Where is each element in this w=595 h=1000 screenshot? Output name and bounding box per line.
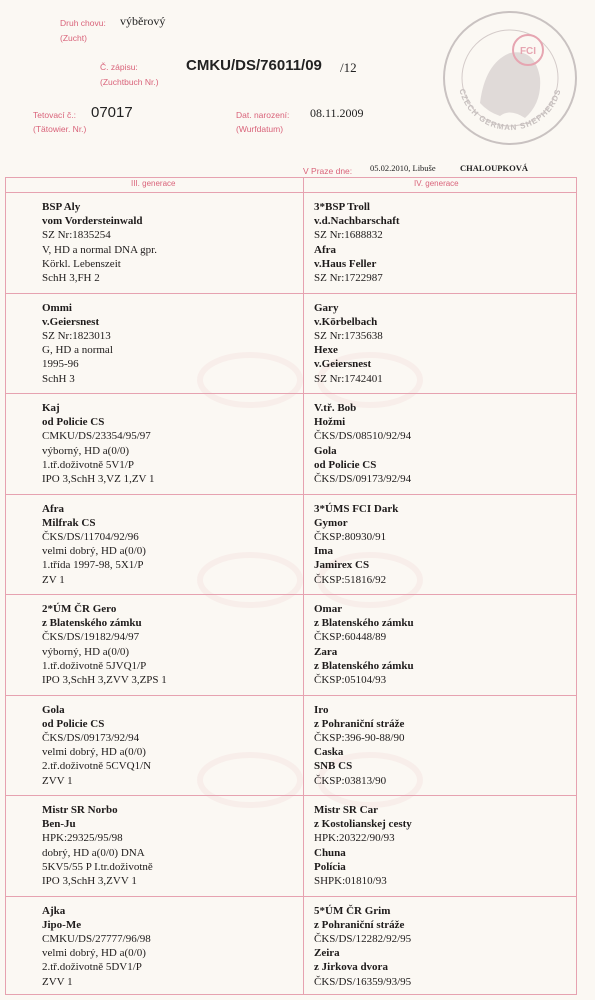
ancestor-line: z Kostolianskej cesty	[314, 818, 412, 831]
ancestor-line: SHPK:01810/93	[314, 875, 387, 888]
ancestor-line: Iro	[314, 703, 329, 716]
left-ancestor-cell	[42, 602, 167, 687]
ancestor-line: Chuna	[314, 846, 346, 859]
ancestor-line: SZ Nr:1742401	[314, 372, 383, 385]
birth-date-label-de: (Wurfdatum)	[236, 124, 284, 134]
ancestor-line: z Pohraniční stráže	[314, 918, 405, 931]
tattoo-label-de: (Tätowier. Nr.)	[33, 124, 87, 134]
ancestor-line: 2*ÚM ČR Gero	[42, 603, 117, 615]
left-ancestor-cell	[42, 200, 157, 285]
ancestor-line: z Jirkova dvora	[314, 961, 388, 974]
fci-stamp	[440, 8, 580, 148]
ancestor-line: HPK:29325/95/98	[42, 832, 123, 845]
ancestor-line: ČKSP:03813/90	[314, 774, 387, 787]
left-ancestor-cell	[42, 301, 113, 386]
ancestor-line: Jamirex CS	[314, 559, 370, 572]
ancestor-line: ČKSP:80930/91	[314, 530, 387, 543]
ancestor-line: Afra	[314, 243, 336, 256]
registration-label: Č. zápisu:	[100, 62, 138, 72]
ancestor-line: SZ Nr:1722987	[314, 272, 383, 285]
ancestor-line: HPK:20322/90/93	[314, 832, 395, 845]
right-ancestor-cell	[314, 803, 412, 888]
ancestor-line: velmi dobrý, HD a(0/0)	[42, 545, 146, 558]
right-ancestor-cell	[314, 502, 398, 587]
ancestor-line: 2.tř.doživotně 5CVQ1/N	[42, 760, 152, 773]
ancestor-line: CMKU/DS/27777/96/98	[42, 932, 151, 945]
ancestor-line: od Policie CS	[314, 458, 377, 471]
ancestor-line: ČKSP:60448/89	[314, 631, 387, 644]
left-ancestor-cell	[42, 703, 151, 788]
left-ancestor-cell	[42, 401, 155, 486]
ancestor-line: Milfrak CS	[42, 516, 96, 529]
ancestor-line: Gymor	[314, 516, 348, 529]
ancestor-line: 1.tř.doživotně 5JVQ1/P	[42, 659, 147, 672]
ancestor-line: 5*ÚM ČR Grim	[314, 904, 391, 917]
registration-value: CMKU/DS/76011/09	[186, 57, 322, 74]
ancestor-line: Mistr SR Norbo	[42, 804, 118, 816]
place-value: 05.02.2010, Libuše	[370, 163, 436, 173]
ancestor-line: 3*ÚMS FCI Dark	[314, 502, 399, 515]
ancestor-line: ZVV 1	[42, 975, 73, 988]
registration-suffix: /12	[340, 60, 357, 75]
ancestor-line: dobrý, HD a(0/0) DNA	[42, 846, 145, 859]
ancestor-line: ČKS/DS/19182/94/97	[42, 631, 140, 644]
right-ancestor-cell	[314, 904, 411, 989]
breed-label-de: (Zucht)	[60, 33, 87, 43]
ancestor-line: SZ Nr:1688832	[314, 229, 383, 242]
ancestor-line: V.tř. Bob	[314, 402, 357, 414]
ancestor-line: ČKS/DS/09173/92/94	[314, 473, 412, 486]
ancestor-line: ČKSP:51816/92	[314, 573, 387, 586]
ancestor-line: Mistr SR Car	[314, 804, 378, 816]
ancestor-line: V, HD a normal DNA gpr.	[42, 243, 157, 256]
ancestor-line: CMKU/DS/23354/95/97	[42, 430, 151, 443]
ancestor-line: Ajka	[42, 904, 66, 917]
row-divider	[6, 896, 576, 897]
ancestor-line: z Pohraniční stráže	[314, 717, 405, 730]
right-ancestor-cell	[314, 703, 404, 788]
ancestor-line: IPO 3,SchH 3,VZ 1,ZV 1	[42, 473, 155, 486]
ancestor-line: 3*BSP Troll	[314, 201, 370, 213]
ancestor-line: SZ Nr:1835254	[42, 229, 111, 242]
ancestor-line: v.Haus Feller	[314, 257, 377, 270]
ancestor-line: Kaj	[42, 402, 60, 414]
row-divider	[6, 695, 576, 696]
right-ancestor-cell	[314, 301, 383, 386]
ancestor-line: BSP Aly	[42, 201, 81, 213]
ancestor-line: v.Geiersnest	[314, 358, 372, 371]
ancestor-line: ČKSP:05104/93	[314, 674, 387, 687]
ancestor-line: v.d.Nachbarschaft	[314, 215, 400, 228]
breed-label: Druh chovu:	[60, 18, 106, 28]
ancestor-line: 5KV5/55 P I.tr.doživotně	[42, 860, 153, 873]
ancestor-line: Ben-Ju	[42, 818, 76, 831]
right-ancestor-cell	[314, 200, 400, 285]
ancestor-line: ČKS/DS/16359/93/95	[314, 975, 412, 988]
ancestor-line: Afra	[42, 502, 64, 515]
row-divider	[6, 795, 576, 796]
left-generation-header: III. generace	[131, 179, 176, 188]
breed-value: výběrový	[120, 14, 166, 28]
row-divider	[6, 293, 576, 294]
ancestor-line: výborný, HD a(0/0)	[42, 645, 130, 658]
registration-label-de: (Zuchtbuch Nr.)	[100, 77, 159, 87]
ancestor-line: SNB CS	[314, 760, 353, 773]
ancestor-line: 2.tř.doživotně 5DV1/P	[42, 961, 142, 974]
ancestor-line: z Blatenského zámku	[314, 659, 414, 672]
ancestor-line: Zara	[314, 645, 338, 658]
ancestor-line: SchH 3	[42, 372, 75, 385]
ancestor-line: Gola	[42, 703, 65, 716]
tattoo-value: 07017	[91, 104, 133, 121]
ancestor-line: SZ Nr:1735638	[314, 329, 383, 342]
ancestor-line: Jipo-Me	[42, 918, 82, 931]
ancestor-line: ČKS/DS/11704/92/96	[42, 530, 139, 543]
signatory-name: CHALOUPKOVÁ	[460, 163, 528, 173]
ancestor-line: 1.tř.doživotně 5V1/P	[42, 458, 134, 471]
stamp-center-text: FCI	[519, 46, 537, 57]
ancestor-line: Ima	[314, 545, 333, 558]
ancestor-line: ZVV 1	[42, 774, 73, 787]
ancestor-line: SZ Nr:1823013	[42, 329, 111, 342]
ancestor-line: vom Vordersteinwald	[42, 215, 143, 228]
row-divider	[6, 594, 576, 595]
ancestor-line: ČKS/DS/09173/92/94	[42, 731, 140, 744]
row-divider	[6, 494, 576, 495]
ancestor-line: ČKS/DS/08510/92/94	[314, 430, 412, 443]
ancestor-line: v.Geiersnest	[42, 315, 100, 328]
ancestor-line: v.Körbelbach	[314, 315, 378, 328]
ancestor-line: Omar	[314, 603, 343, 615]
ancestor-line: Polícia	[314, 860, 346, 873]
ancestor-line: z Blatenského zámku	[314, 617, 414, 630]
ancestor-line: IPO 3,SchH 3,ZVV 1	[42, 875, 137, 888]
ancestor-line: G, HD a normal	[42, 344, 113, 357]
ancestor-line: Hexe	[314, 344, 338, 357]
ancestor-line: ČKSP:396-90-88/90	[314, 731, 405, 744]
right-ancestor-cell	[314, 602, 414, 687]
row-divider	[6, 393, 576, 394]
ancestor-line: 1995-96	[42, 358, 79, 371]
ancestor-line: velmi dobrý, HD a(0/0)	[42, 947, 146, 960]
stamp-arc-text: CZECH GERMAN SHEPHERDS	[457, 87, 563, 133]
ancestor-line: od Policie CS	[42, 717, 105, 730]
ancestor-line: Hožmi	[314, 416, 346, 429]
place-label: V Praze dne:	[303, 166, 353, 176]
left-ancestor-cell	[42, 904, 151, 989]
ancestor-line: z Blatenského zámku	[42, 617, 142, 630]
pedigree-table	[5, 177, 577, 995]
ancestor-line: Gola	[314, 444, 337, 457]
ancestor-line: výborný, HD a(0/0)	[42, 444, 130, 457]
right-generation-header: IV. generace	[414, 179, 459, 188]
ancestor-line: velmi dobrý, HD a(0/0)	[42, 746, 146, 759]
ancestor-line: IPO 3,SchH 3,ZVV 3,ZPS 1	[42, 674, 167, 687]
ancestor-line: ČKS/DS/12282/92/95	[314, 932, 412, 945]
table-header-row	[6, 178, 576, 193]
ancestor-line: Körkl. Lebenszeit	[42, 257, 121, 270]
ancestor-line: Gary	[314, 301, 339, 314]
birth-date-value: 08.11.2009	[310, 106, 364, 120]
ancestor-line: od Policie CS	[42, 416, 105, 429]
right-ancestor-cell	[314, 401, 411, 486]
left-ancestor-cell	[42, 803, 153, 888]
ancestor-line: Caska	[314, 746, 344, 759]
column-divider	[303, 178, 304, 994]
ancestor-line: ZV 1	[42, 573, 65, 586]
ancestor-line: Zeira	[314, 947, 340, 960]
ancestor-line: 1.třída 1997-98, 5X1/P	[42, 559, 144, 572]
ancestor-line: Ommi	[42, 301, 72, 314]
tattoo-label: Tetovací č.:	[33, 110, 76, 120]
ancestor-line: SchH 3,FH 2	[42, 272, 100, 285]
left-ancestor-cell	[42, 502, 146, 587]
birth-date-label: Dat. narození:	[236, 110, 290, 120]
